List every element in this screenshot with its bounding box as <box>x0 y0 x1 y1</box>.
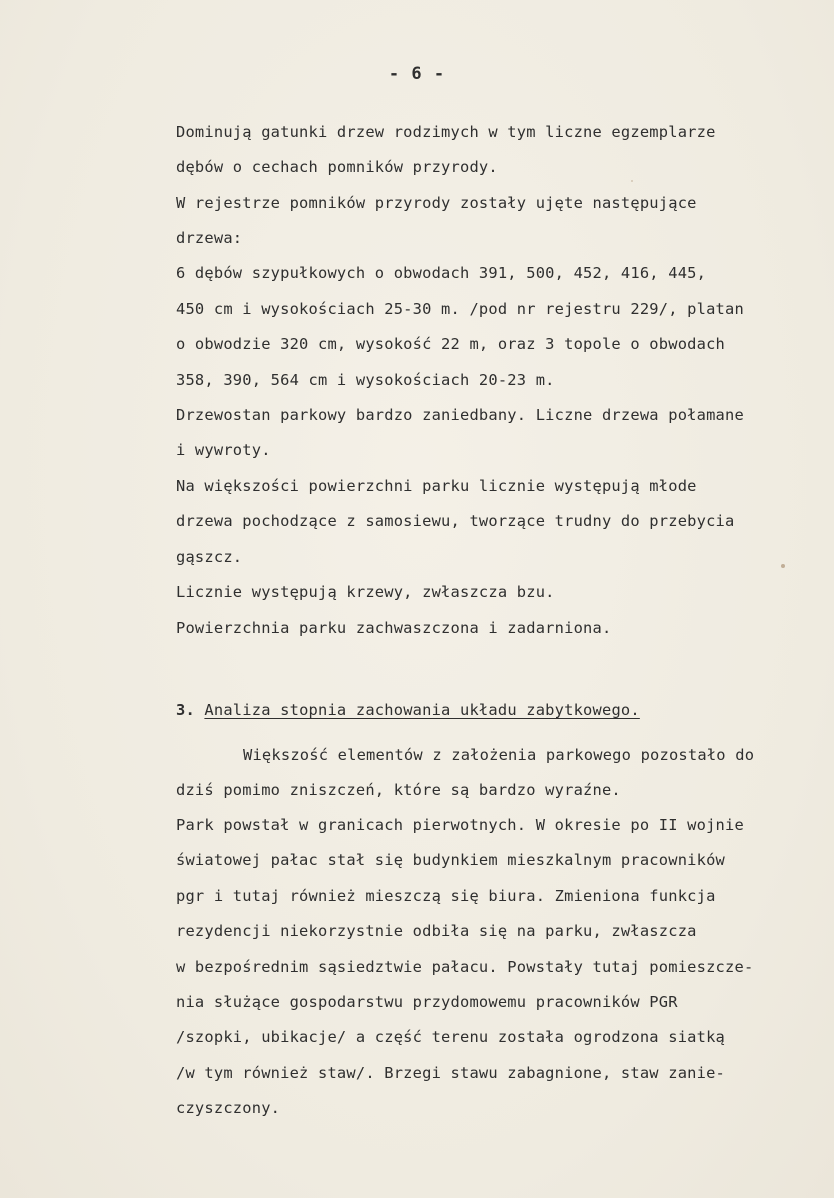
paper-speck <box>631 180 633 182</box>
body-text-line: 450 cm i wysokościach 25-30 m. /pod nr rejestru 229/, platan <box>176 300 744 318</box>
body-text-line: 6 dębów szypułkowych o obwodach 391, 500, 452, 416, 445, <box>176 264 707 282</box>
body-text-line: drzewa: <box>176 229 243 247</box>
body-text-line: Większość elementów z założenia parkowego pozostało do <box>243 746 755 764</box>
body-text-line: Dominują gatunki drzew rodzimych w tym liczne egzemplarze <box>176 123 716 141</box>
body-text-line: i wywroty. <box>176 441 271 459</box>
body-text-line: 358, 390, 564 cm i wysokościach 20-23 m. <box>176 371 555 389</box>
body-text-line: drzewa pochodzące z samosiewu, tworzące trudny do przebycia <box>176 512 735 530</box>
body-text-line: dębów o cechach pomników przyrody. <box>176 158 498 176</box>
body-text-line: Licznie występują krzewy, zwłaszcza bzu. <box>176 583 555 601</box>
body-text-line: /szopki, ubikacje/ a część terenu została ogrodzona siatką <box>176 1028 726 1046</box>
body-text-line: czyszczony. <box>176 1099 281 1117</box>
section-number: 3. <box>176 701 195 719</box>
body-text-line: pgr i tutaj również mieszczą się biura. Zmieniona funkcja <box>176 887 716 905</box>
body-text-line: o obwodzie 320 cm, wysokość 22 m, oraz 3 topole o obwodach <box>176 335 726 353</box>
body-text-line: dziś pomimo zniszczeń, które są bardzo wyraźne. <box>176 781 621 799</box>
body-text-line: nia służące gospodarstwu przydomowemu pracowników PGR <box>176 993 678 1011</box>
body-text-line: światowej pałac stał się budynkiem mieszkalnym pracowników <box>176 851 726 869</box>
body-text-line: W rejestrze pomników przyrody zostały ujęte następujące <box>176 194 697 212</box>
body-text-line: Park powstał w granicach pierwotnych. W okresie po II wojnie <box>176 816 744 834</box>
paper-speck <box>781 564 785 568</box>
section-title: Analiza stopnia zachowania układu zabytkowego. <box>204 701 640 719</box>
page-number: - 6 - <box>388 64 446 84</box>
body-text-line: gąszcz. <box>176 548 243 566</box>
body-text-line: Drzewostan parkowy bardzo zaniedbany. Liczne drzewa połamane <box>176 406 744 424</box>
body-text-line: Na większości powierzchni parku licznie występują młode <box>176 477 697 495</box>
body-text-line: rezydencji niekorzystnie odbiła się na parku, zwłaszcza <box>176 922 697 940</box>
body-text-line: /w tym również staw/. Brzegi stawu zabagnione, staw zanie- <box>176 1064 726 1082</box>
section-heading <box>176 700 640 720</box>
body-text-line: w bezpośrednim sąsiedztwie pałacu. Powstały tutaj pomieszcze- <box>176 958 754 976</box>
body-text-line: Powierzchnia parku zachwaszczona i zadarniona. <box>176 619 612 637</box>
